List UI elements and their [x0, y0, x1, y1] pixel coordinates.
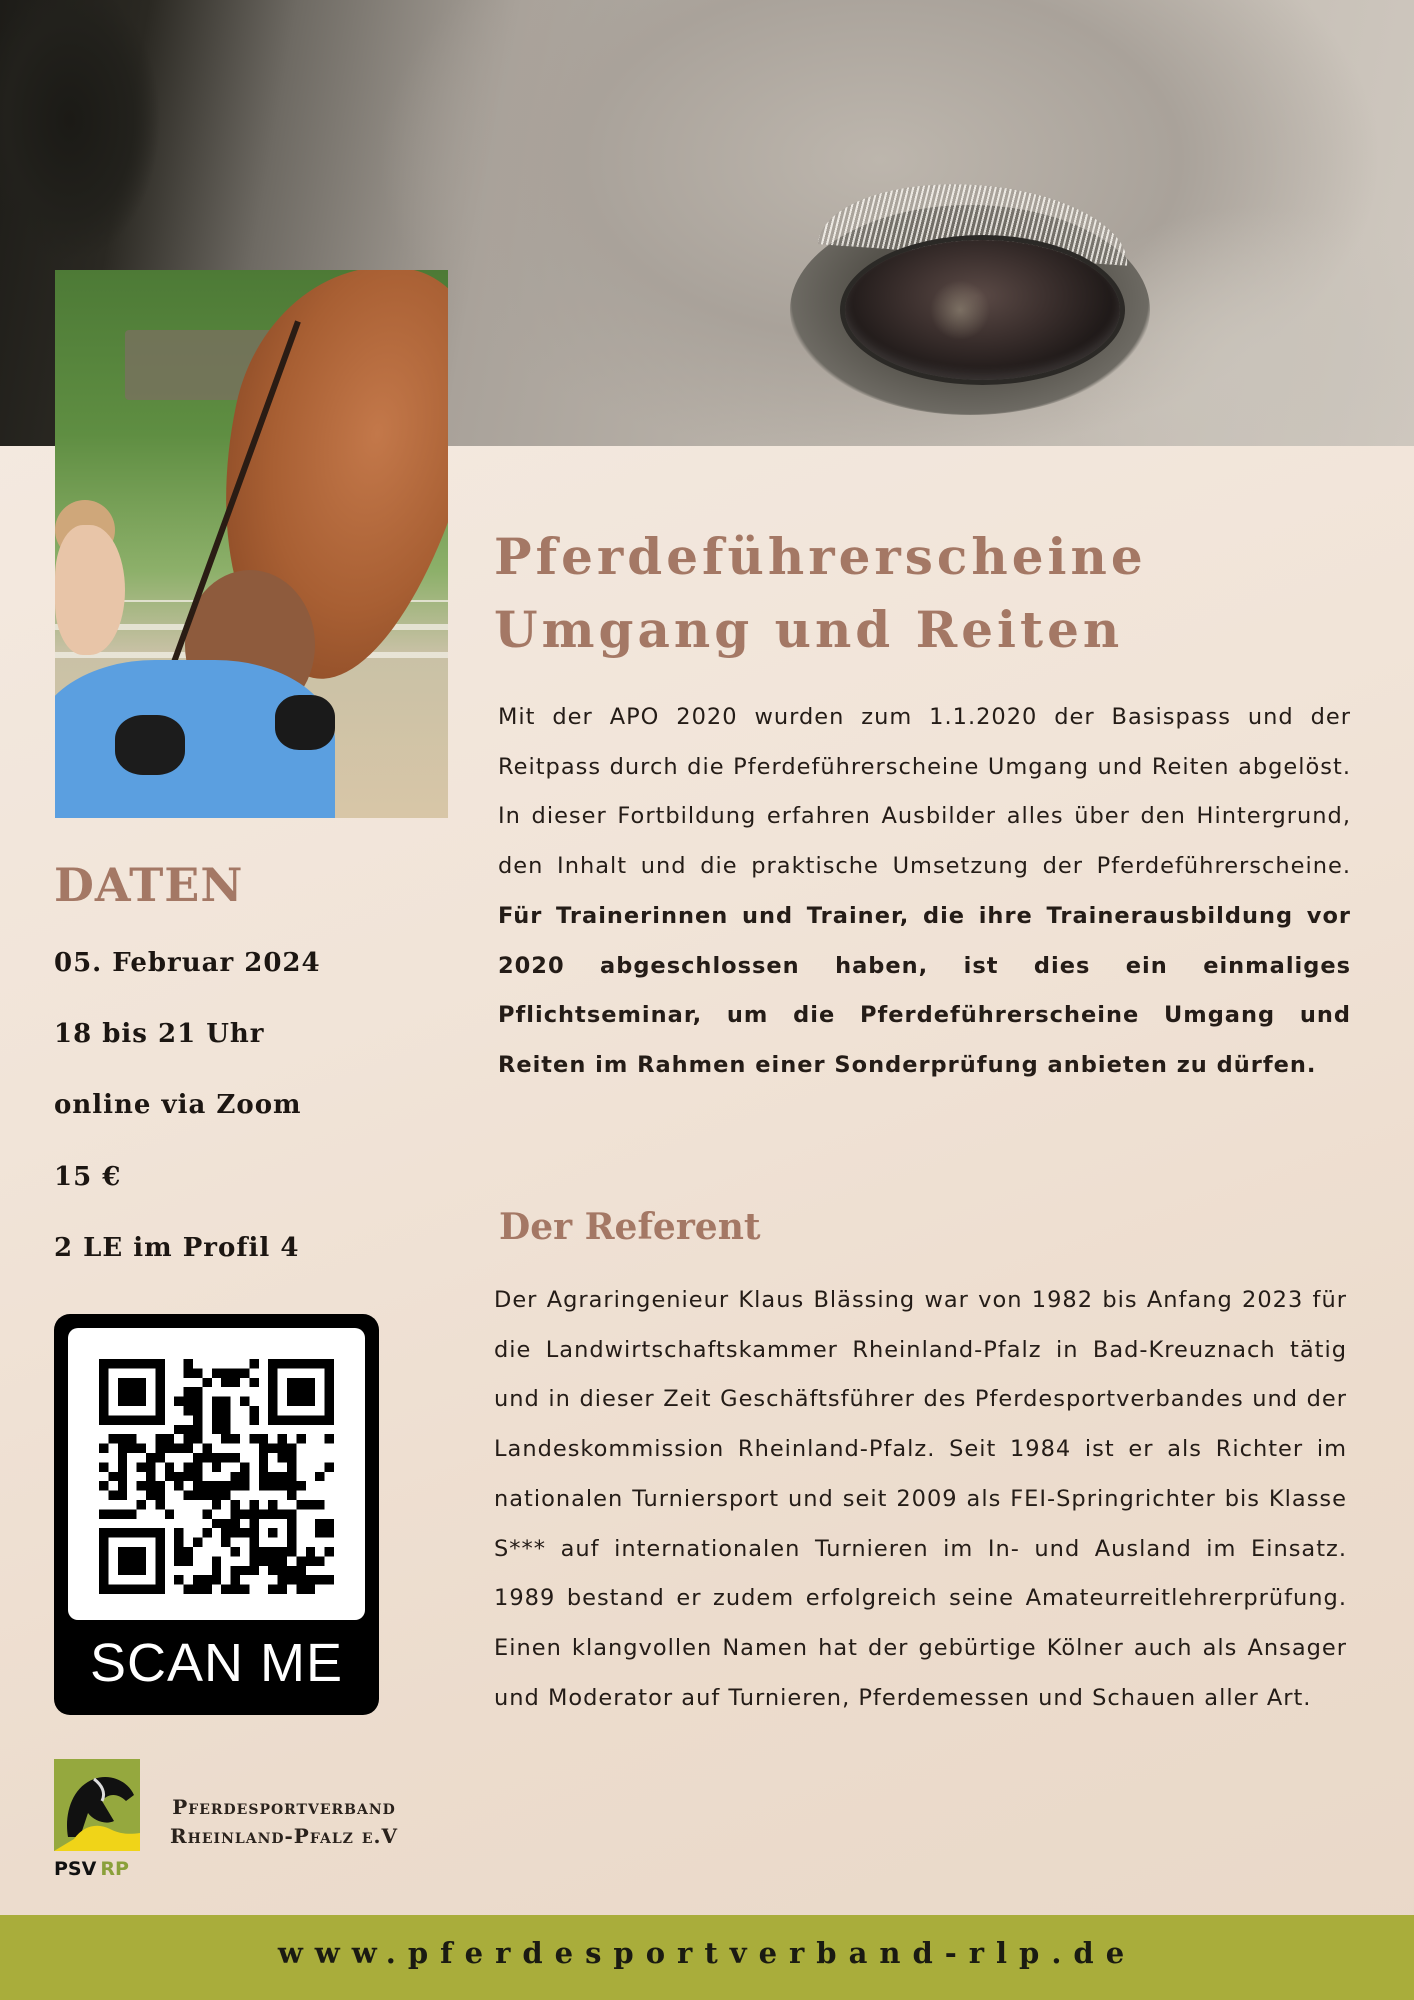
event-location: online via Zoom	[54, 1090, 302, 1120]
referent-heading: Der Referent	[499, 1206, 761, 1248]
referent-paragraph: Der Agraringenieur Klaus Blässing war von 1982 bis Anfang 2023 für die Landwirtschaftskammer Rheinland-Pfalz in Bad-Kreuznach tätig und in dieser Zeit Geschäftsführer des Pferdesportverbandes und der Landeskommission Rheinland-Pfalz. Seit 1984 ist er als Richter im nationalen Turniersport und seit 2009 als FEI-Springrichter bis Klasse S*** auf internationalen Turnieren im In- und Ausland im Einsatz. 1989 bestand er zudem erfolgreich seine Amateurreitlehrerprüfung. Einen klangvollen Namen hat der gebürtige Kölner auch als Ansager und Moderator auf Turnieren, Pferdemessen und Schauen aller Art.	[494, 1287, 1347, 1711]
event-price: 15 €	[54, 1162, 122, 1192]
logo-abbreviation	[54, 1858, 129, 1880]
title-line-2: Umgang und Reiten	[494, 600, 1124, 659]
footer-bar	[0, 1915, 1414, 2000]
logo-rp: RP	[100, 1858, 129, 1880]
scan-me-label: SCAN ME	[89, 1633, 344, 1693]
logo-psv: PSV	[54, 1858, 97, 1880]
event-credits: 2 LE im Profil 4	[54, 1233, 300, 1263]
intro-bold-text: Für Trainerinnen und Trainer, die ihre Trainerausbildung vor 2020 abgeschlossen haben, ist dies ein einmaliges Pflichtseminar, um die Pferdeführerscheine Umgang und Reiten im Rahmen einer Sonderprüfung anbieten zu dürfen.	[498, 902, 1351, 1078]
website-link[interactable]: www.pferdesportverband-rlp.de	[277, 1936, 1137, 1970]
qr-code-card[interactable]	[54, 1314, 379, 1715]
intro-paragraph	[498, 693, 1351, 1091]
page-title	[494, 520, 1374, 666]
event-time: 18 bis 21 Uhr	[54, 1019, 265, 1049]
intro-text: Mit der APO 2020 wurden zum 1.1.2020 der Basispass und der Reitpass durch die Pferdeführerscheine Umgang und Reiten abgelöst. In dieser Fortbildung erfahren Ausbilder alles über den Hintergrund, den Inhalt und die praktische Umsetzung der Pferdeführerscheine.	[498, 704, 1351, 880]
psv-logo-icon	[54, 1759, 140, 1851]
horse-with-trainer-photo	[55, 270, 448, 818]
org-name-line-1: Pferdesportverband	[172, 1795, 396, 1819]
title-line-1: Pferdeführerscheine	[494, 527, 1147, 586]
org-name-line-2: Rheinland-Pfalz e.V	[170, 1824, 399, 1848]
event-date: 05. Februar 2024	[54, 948, 321, 978]
daten-heading: DATEN	[54, 858, 244, 912]
qr-code-icon	[99, 1359, 334, 1594]
organization-name	[170, 1793, 398, 1851]
